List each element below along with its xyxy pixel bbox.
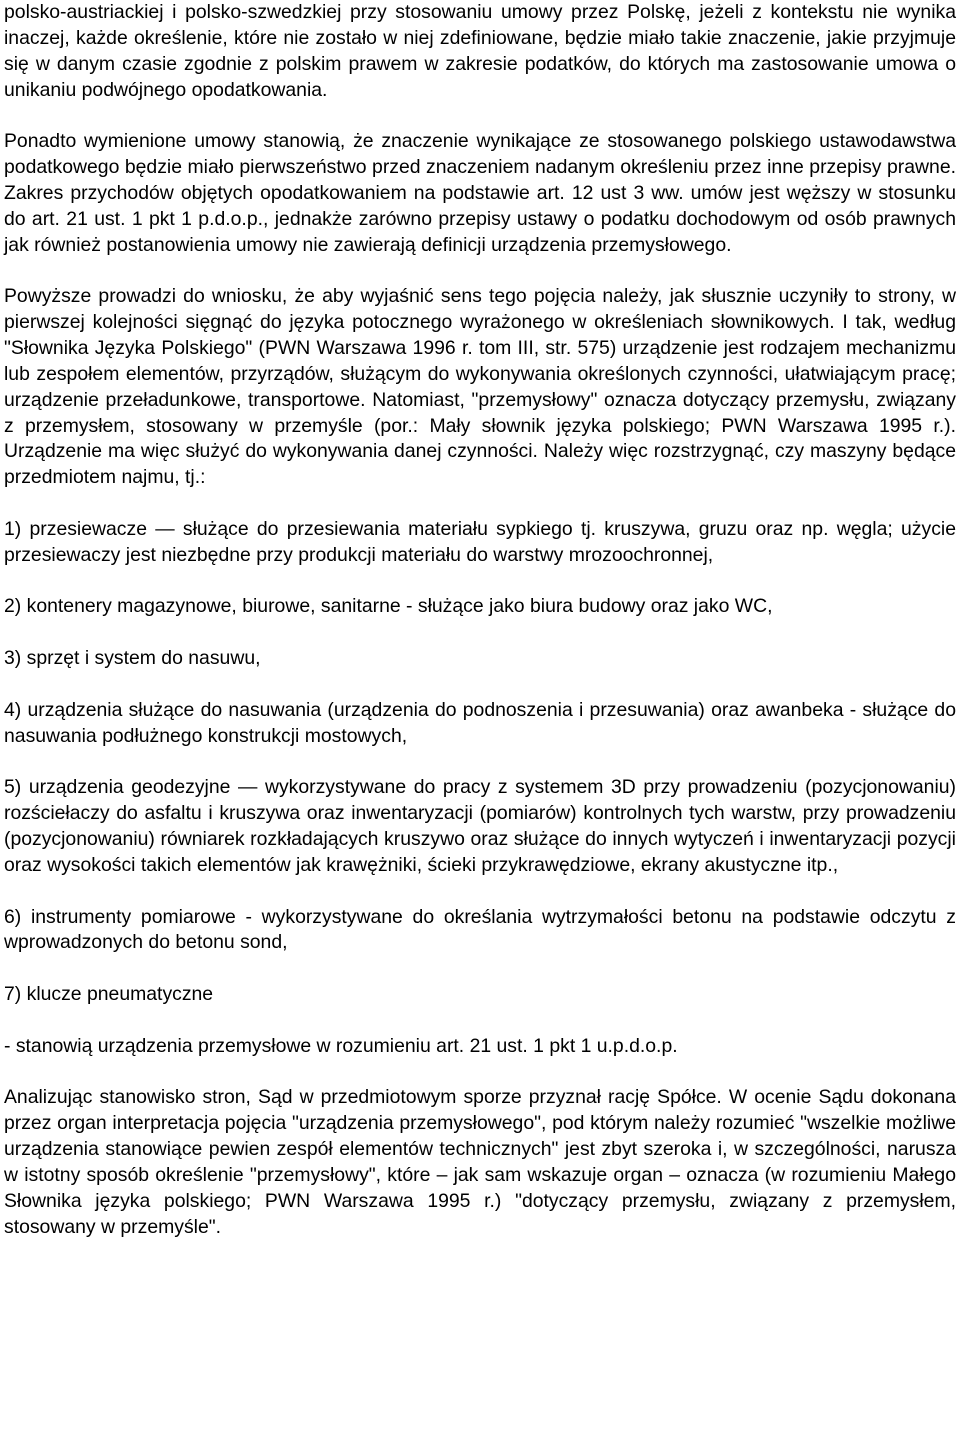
paragraph-gap: [4, 1008, 956, 1034]
paragraph-gap: [4, 672, 956, 698]
paragraph-gap: [4, 1060, 956, 1086]
paragraph-gap: [4, 569, 956, 595]
list-item-3: 3) sprzęt i system do nasuwu,: [4, 647, 261, 670]
list-item-1: 1) przesiewacze — służące do przesiewania materiału sypkiego tj. kruszywa, gruzu oraz np. węgla; użycie przesiewaczy jest niezbędne przy produkcji materiału do warstwy mrozoochronnej,: [4, 517, 956, 566]
paragraph-gap: [4, 879, 956, 905]
list-item-2: 2) kontenery magazynowe, biurowe, sanitarne - służące jako biura budowy oraz jako WC,: [4, 595, 773, 618]
list-item-6: 6) instrumenty pomiarowe - wykorzystywane do określania wytrzymałości betonu na podstawie odczytu z wprowadzonych do betonu sond,: [4, 905, 956, 954]
list-item-5: 5) urządzenia geodezyjne — wykorzystywane do pracy z systemem 3D przy prowadzeniu (pozycjonowaniu) rozściełaczy do asfaltu i kruszywa oraz inwentaryzacji (pomiarów) kontrolnych tych warstw, przy prowadzeniu (pozycjonowaniu) równiarek rozkładających kruszywo oraz służące do innych wytyczeń i inwentaryzacji pozycji oraz wysokości takich elementów jak krawężniki, ścieki przykrawędziowe, ekrany akustyczne itp.,: [4, 776, 956, 876]
paragraph-dictionary: Powyższe prowadzi do wniosku, że aby wyjaśnić sens tego pojęcia należy, jak słusznie uczyniły to strony, w pierwszej kolejności sięgnąć do języka potocznego wyrażonego w określeniach słownikowych. I tak, według "Słownika Języka Polskiego" (PWN Warszawa 1996 r. tom III, str. 575) urządzenie jest rodzajem mechanizmu lub zespołem elementów, przyrządów, służącym do wykonywania określonych czynności, ułatwiającym pracę; urządzenie przeładunkowe, transportowe. Natomiast, "przemysłowy" oznacza dotyczący przemysłu, związany z przemysłem, stosowany w przemyśle (por.: Mały słownik języka polskiego; PWN Warszawa 1995 r.). Urządzenie ma więc służyć do wykonywania danej czynności. Należy więc rozstrzygnąć, czy maszyny będące przedmiotem najmu, tj.:: [4, 285, 956, 489]
list-item-4: 4) urządzenia służące do nasuwania (urządzenia do podnoszenia i przesuwania) oraz awanbeka - służące do nasuwania podłużnego konstrukcji mostowych,: [4, 698, 956, 747]
paragraph-gap: [4, 956, 956, 982]
paragraph-definitions: polsko-austriackiej i polsko-szwedzkiej przy stosowaniu umowy przez Polskę, jeżeli z kontekstu nie wynika inaczej, każde określenie, które nie zostało w niej zdefiniowane, będzie miało takie znaczenie, jakie przyjmuje się w danym czasie zgodnie z polskim prawem w zakresie podatków, do których ma zastosowanie umowa o unikaniu podwójnego opodatkowania.: [4, 1, 956, 101]
paragraph-gap: [4, 749, 956, 775]
conclusion-line: - stanowią urządzenia przemysłowe w rozumieniu art. 21 ust. 1 pkt 1 u.p.d.o.p.: [4, 1034, 678, 1057]
paragraph-precedence: Ponadto wymienione umowy stanowią, że znaczenie wynikające ze stosowanego polskiego ustawodawstwa podatkowego będzie miało pierwszeństwo przed znaczeniem nadanym określeniu przez inne przepisy prawne. Zakres przychodów objętych opodatkowaniem na podstawie art. 12 ust 3 ww. umów jest węższy w stosunku do art. 21 ust. 1 pkt 1 p.d.o.p., jednakże zarówno przepisy ustawy o podatku dochodowym od osób prawnych jak również postanowienia umowy nie zawierają definicji urządzenia przemysłowego.: [4, 130, 956, 256]
paragraph-gap: [4, 491, 956, 517]
paragraph-gap: [4, 103, 956, 129]
paragraph-gap: [4, 258, 956, 284]
paragraph-court-assessment: Analizując stanowisko stron, Sąd w przedmiotowym sporze przyznał rację Spółce. W ocenie Sądu dokonana przez organ interpretacja pojęcia "urządzenia przemysłowego", pod którym należy rozumieć "wszelkie możliwe urządzenia stanowiące pewien zespół elementów technicznych" jest zbyt szeroka i, w szczególności, narusza w istotny sposób określenie "przemysłowy", które – jak sam wskazuje organ – oznacza (w rozumieniu Małego Słownika języka polskiego; PWN Warszawa 1995 r.) "dotyczący przemysłu, związany z przemysłem, stosowany w przemyśle".: [4, 1086, 956, 1238]
list-item-7: 7) klucze pneumatyczne: [4, 983, 214, 1006]
paragraph-gap: [4, 620, 956, 646]
